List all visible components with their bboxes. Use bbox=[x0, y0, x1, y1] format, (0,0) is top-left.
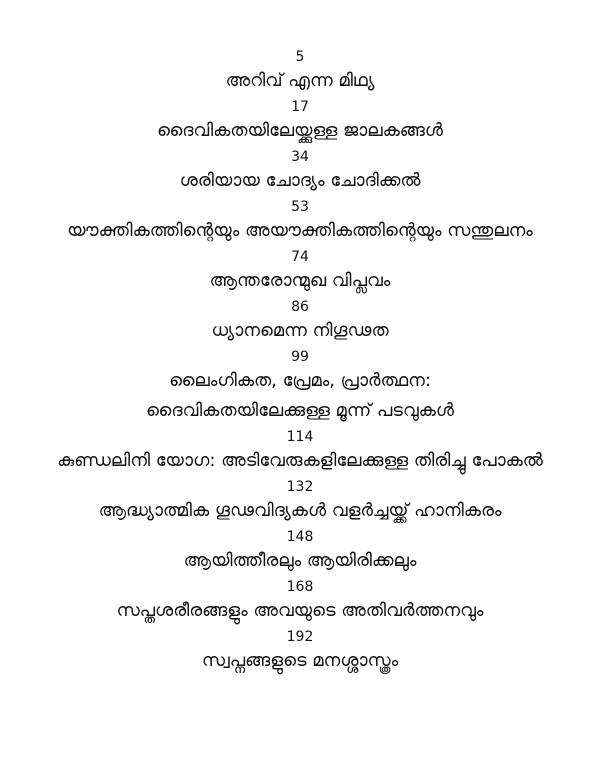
page-number: 74 bbox=[291, 249, 309, 265]
table-of-contents bbox=[0, 46, 600, 676]
toc-entry bbox=[0, 578, 600, 626]
chapter-title: ആദ്ധ്യാത്മിക ഗൂഢവിദ്യകൾ വളർച്ചയ്ക്ക് ഹാനികരം bbox=[98, 500, 502, 521]
chapter-title: സ്വപ്നങ്ങളുടെ മനശ്ശാസ്ത്രം bbox=[201, 650, 399, 671]
chapter-title: ശരിയായ ചോദ്യം ചോദിക്കൽ bbox=[179, 170, 421, 191]
page-number: 192 bbox=[286, 629, 314, 645]
toc-entry bbox=[0, 48, 600, 96]
page-number: 99 bbox=[291, 349, 309, 365]
page-number: 34 bbox=[291, 149, 309, 165]
chapter-title: ദൈവികതയിലേയ്ക്കുള്ള ജാലകങ്ങൾ bbox=[157, 120, 443, 141]
page-number: 132 bbox=[286, 479, 314, 495]
page-number: 114 bbox=[286, 429, 314, 445]
toc-entry bbox=[0, 198, 600, 246]
page-number: 17 bbox=[291, 99, 309, 115]
chapter-title: കുണ്ഡലിനി യോഗ: അടിവേരുകളിലേക്കുള്ള തിരിച്ചു പോകൽ bbox=[57, 450, 543, 471]
page-number: 53 bbox=[291, 199, 309, 215]
chapter-title: ആന്തരോന്മുഖ വിപ്ലവം bbox=[209, 270, 391, 291]
chapter-title: ലൈംഗികത, പ്രേമം, പ്രാർത്ഥന: bbox=[169, 370, 431, 391]
toc-entry bbox=[0, 298, 600, 346]
page-number: 148 bbox=[286, 529, 314, 545]
chapter-title-line-2: ദൈവികതയിലേക്കുള്ള മൂന്ന് പടവുകൾ bbox=[146, 400, 454, 421]
toc-entry bbox=[0, 628, 600, 676]
toc-entry bbox=[0, 148, 600, 196]
page-number: 5 bbox=[295, 49, 305, 65]
toc-entry bbox=[0, 248, 600, 296]
chapter-title: ആയിത്തീരലും ആയിരിക്കലും bbox=[183, 550, 417, 571]
toc-entry bbox=[0, 348, 600, 426]
chapter-title: അറിവ് എന്ന മിഥ്യ bbox=[225, 70, 375, 91]
toc-entry bbox=[0, 528, 600, 576]
toc-entry bbox=[0, 98, 600, 146]
chapter-title: യൗക്തികത്തിന്റെയും അയൗക്തികത്തിന്റെയും സന്തുലനം bbox=[67, 220, 533, 241]
toc-entry bbox=[0, 428, 600, 476]
chapter-title: ധ്യാനമെന്ന നിഗൂഢത bbox=[211, 320, 389, 341]
toc-entry bbox=[0, 478, 600, 526]
page-number: 86 bbox=[291, 299, 309, 315]
chapter-title: സപ്തശരീരങ്ങളും അവയുടെ അതിവർത്തനവും bbox=[116, 600, 484, 621]
page-number: 168 bbox=[286, 579, 314, 595]
